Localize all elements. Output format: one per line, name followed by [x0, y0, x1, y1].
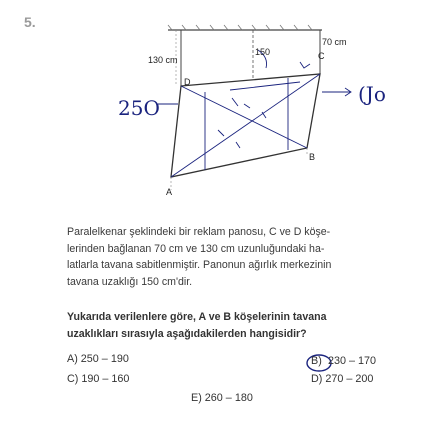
paragraph-line: tavana uzaklığı 150 cm'dir.: [67, 275, 193, 288]
option-a[interactable]: A) 250 – 190: [67, 353, 129, 365]
label-D: D: [184, 77, 191, 87]
ceiling-hatch: [168, 25, 312, 30]
prompt-line: Yukarıda verilenlere göre, A ve B köşelerinin tavana: [67, 311, 327, 323]
option-b-value[interactable]: 230 – 170: [328, 355, 377, 367]
handwritten-note-right: (Jo: [358, 82, 386, 106]
paragraph-line: lerinden bağlanan 70 cm ve 130 cm uzunluğundaki ha-: [67, 242, 325, 255]
label-130cm: 130 cm: [148, 55, 178, 65]
option-b-letter[interactable]: B): [311, 355, 322, 367]
question-prompt: [67, 309, 435, 342]
option-d[interactable]: D) 270 – 200: [311, 373, 374, 385]
label-A: A: [166, 187, 173, 197]
question-number: 5.: [24, 14, 36, 30]
label-B: B: [309, 152, 316, 162]
handwritten-note-left: 25O: [118, 96, 160, 120]
billboard-figure: [0, 0, 443, 200]
option-e[interactable]: E) 260 – 180: [191, 392, 253, 404]
prompt-line: uzaklıkları sırasıyla aşağıdakilerden hangisidir?: [67, 327, 307, 340]
label-C: C: [318, 51, 325, 61]
paragraph-line: Paralelkenar şeklindeki bir reklam panosu, C ve D köşe-: [67, 226, 331, 238]
question-paragraph: [67, 224, 435, 290]
label-150: 150: [255, 47, 271, 57]
label-70cm: 70 cm: [322, 37, 347, 47]
paragraph-line: latlarla tavana sabitlenmiştir. Panonun ağırlık merkezinin: [67, 259, 332, 272]
option-c[interactable]: C) 190 – 160: [67, 373, 130, 385]
